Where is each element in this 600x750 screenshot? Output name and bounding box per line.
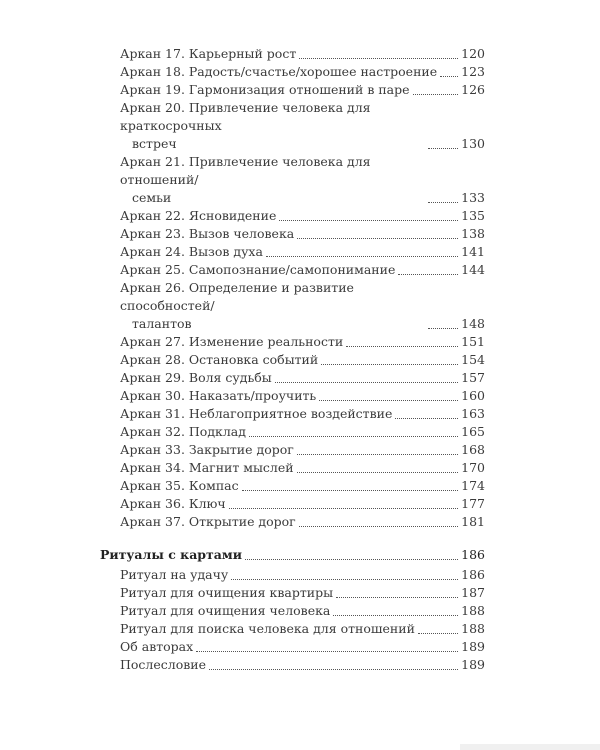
- leader-dots: [346, 346, 458, 347]
- toc-entry-title: Аркан 31. Неблагоприятное воздействие: [120, 406, 393, 421]
- leader-dots: [231, 579, 458, 580]
- toc-entry-page: 144: [461, 262, 485, 277]
- toc-entry-title: Аркан 37. Открытие дорог: [120, 514, 296, 529]
- toc-entry-page: 174: [461, 478, 485, 493]
- toc-entry-title-line2: семьи: [132, 190, 172, 205]
- leader-dots: [297, 454, 458, 455]
- toc-entry-page: 126: [461, 82, 485, 97]
- toc-entry-page: 157: [461, 370, 485, 385]
- toc-entry-arkan-35[interactable]: [100, 477, 485, 495]
- toc-entry-title: Аркан 18. Радость/счастье/хорошее настроение: [120, 64, 438, 79]
- toc-entry-page: 170: [461, 460, 485, 475]
- toc-entry-title: [120, 279, 425, 333]
- toc-entry-page: 148: [461, 316, 485, 331]
- toc-entry-ritual-apartment[interactable]: [100, 584, 485, 602]
- leader-dots: [333, 615, 458, 616]
- toc-entry-title: Аркан 35. Компас: [120, 478, 239, 493]
- leader-dots: [266, 256, 458, 257]
- toc-entry-page: 186: [461, 567, 485, 582]
- toc-entry-page: 187: [461, 585, 485, 600]
- leader-dots: [196, 651, 458, 652]
- toc-entry-title: Аркан 25. Самопознание/самопонимание: [120, 262, 396, 277]
- scan-edge-mark: [460, 744, 600, 750]
- toc-entry-page: 138: [461, 226, 485, 241]
- leader-dots: [299, 58, 458, 59]
- toc-entry-title: Аркан 19. Гармонизация отношений в паре: [120, 82, 410, 97]
- toc-entry-arkan-33[interactable]: [100, 441, 485, 459]
- toc-entry-title: Аркан 23. Вызов человека: [120, 226, 295, 241]
- toc-entry-page: 189: [461, 657, 485, 672]
- toc-entry-arkan-23[interactable]: [100, 225, 485, 243]
- toc-entry-afterword[interactable]: [100, 656, 485, 674]
- toc-entry-page: 168: [461, 442, 485, 457]
- toc-entry-title: Ритуал на удачу: [120, 567, 229, 582]
- toc-section-page: 186: [461, 547, 485, 562]
- toc-entry-arkan-22[interactable]: [100, 207, 485, 225]
- leader-dots: [319, 400, 458, 401]
- toc-entry-ritual-search[interactable]: [100, 620, 485, 638]
- leader-dots: [428, 328, 458, 329]
- toc-entry-arkan-27[interactable]: [100, 333, 485, 351]
- leader-dots: [336, 597, 458, 598]
- leader-dots: [299, 526, 458, 527]
- toc-entry-title: [120, 99, 425, 153]
- leader-dots: [297, 472, 459, 473]
- toc-entry-title: Аркан 24. Вызов духа: [120, 244, 263, 259]
- toc-entry-page: 163: [461, 406, 485, 421]
- toc-entry-arkan-37[interactable]: [100, 513, 485, 531]
- toc-entry-page: 189: [461, 639, 485, 654]
- toc-entry-ritual-person[interactable]: [100, 602, 485, 620]
- toc-entry-page: 141: [461, 244, 485, 259]
- toc-entry-title: Аркан 36. Ключ: [120, 496, 226, 511]
- toc-entry-page: 135: [461, 208, 485, 223]
- toc-entry-title: Аркан 17. Карьерный рост: [120, 46, 297, 61]
- toc-entry-page: 177: [461, 496, 485, 511]
- leader-dots: [428, 202, 458, 203]
- toc-entry-page: 133: [461, 190, 485, 205]
- toc-entry-title-line1: Аркан 21. Привлечение человека для отношений/: [120, 154, 371, 187]
- table-of-contents: [100, 45, 485, 674]
- toc-entry-title-line2: талантов: [132, 316, 192, 331]
- toc-entry-title-line2: встреч: [132, 136, 177, 151]
- toc-entry-page: 154: [461, 352, 485, 367]
- leader-dots: [249, 436, 458, 437]
- toc-entry-title: Ритуал для очищения квартиры: [120, 585, 334, 600]
- toc-entry-page: 165: [461, 424, 485, 439]
- toc-entry-about-authors[interactable]: [100, 638, 485, 656]
- leader-dots: [209, 669, 458, 670]
- leader-dots: [418, 633, 458, 634]
- toc-entry-title: Аркан 32. Подклад: [120, 424, 246, 439]
- leader-dots: [321, 364, 458, 365]
- toc-entry-page: 151: [461, 334, 485, 349]
- toc-entry-title: Аркан 34. Магнит мыслей: [120, 460, 294, 475]
- toc-entry-page: 188: [461, 603, 485, 618]
- toc-entry-ritual-luck[interactable]: [100, 566, 485, 584]
- toc-entry-title: Аркан 28. Остановка событий: [120, 352, 319, 367]
- toc-section-title: Ритуалы с картами: [100, 547, 243, 562]
- leader-dots: [395, 418, 458, 419]
- leader-dots: [428, 148, 458, 149]
- leader-dots: [245, 559, 458, 560]
- toc-entry-title: Послесловие: [120, 657, 206, 672]
- toc-entry-arkan-31[interactable]: [100, 405, 485, 423]
- toc-entry-title-line1: Аркан 26. Определение и развитие способностей/: [120, 280, 354, 313]
- toc-section-rituals[interactable]: [100, 546, 485, 564]
- toc-entry-title: Аркан 29. Воля судьбы: [120, 370, 272, 385]
- leader-dots: [275, 382, 458, 383]
- leader-dots: [279, 220, 458, 221]
- leader-dots: [413, 94, 459, 95]
- toc-entry-title: Ритуал для поиска человека для отношений: [120, 621, 415, 636]
- toc-entry-arkan-24[interactable]: [100, 243, 485, 261]
- toc-entry-arkan-28[interactable]: [100, 351, 485, 369]
- toc-entry-arkan-26[interactable]: [100, 279, 485, 333]
- toc-entry-arkan-36[interactable]: [100, 495, 485, 513]
- toc-entry-title: Аркан 30. Наказать/проучить: [120, 388, 317, 403]
- toc-entry-arkan-25[interactable]: [100, 261, 485, 279]
- toc-entry-page: 123: [461, 64, 485, 79]
- toc-entry-arkan-20[interactable]: [100, 99, 485, 153]
- toc-entry-arkan-19[interactable]: [100, 81, 485, 99]
- toc-entry-arkan-18[interactable]: [100, 63, 485, 81]
- toc-entry-arkan-34[interactable]: [100, 459, 485, 477]
- toc-entry-page: 188: [461, 621, 485, 636]
- toc-entry-arkan-21[interactable]: [100, 153, 485, 207]
- toc-entry-arkan-32[interactable]: [100, 423, 485, 441]
- toc-entry-arkan-29[interactable]: [100, 369, 485, 387]
- toc-entry-page: 160: [461, 388, 485, 403]
- toc-entry-title: [120, 153, 425, 207]
- toc-entry-title: Об авторах: [120, 639, 194, 654]
- leader-dots: [440, 76, 458, 77]
- leader-dots: [242, 490, 459, 491]
- toc-entry-title-line1: Аркан 20. Привлечение человека для краткосрочных: [120, 100, 371, 133]
- toc-entry-title: Ритуал для очищения человека: [120, 603, 331, 618]
- toc-entry-page: 130: [461, 136, 485, 151]
- leader-dots: [398, 274, 458, 275]
- toc-entry-title: Аркан 22. Ясновидение: [120, 208, 277, 223]
- toc-entry-title: Аркан 27. Изменение реальности: [120, 334, 344, 349]
- toc-entry-title: Аркан 33. Закрытие дорог: [120, 442, 294, 457]
- toc-entry-arkan-17[interactable]: [100, 45, 485, 63]
- leader-dots: [229, 508, 458, 509]
- toc-entry-arkan-30[interactable]: [100, 387, 485, 405]
- toc-entry-page: 120: [461, 46, 485, 61]
- toc-entry-page: 181: [461, 514, 485, 529]
- leader-dots: [297, 238, 458, 239]
